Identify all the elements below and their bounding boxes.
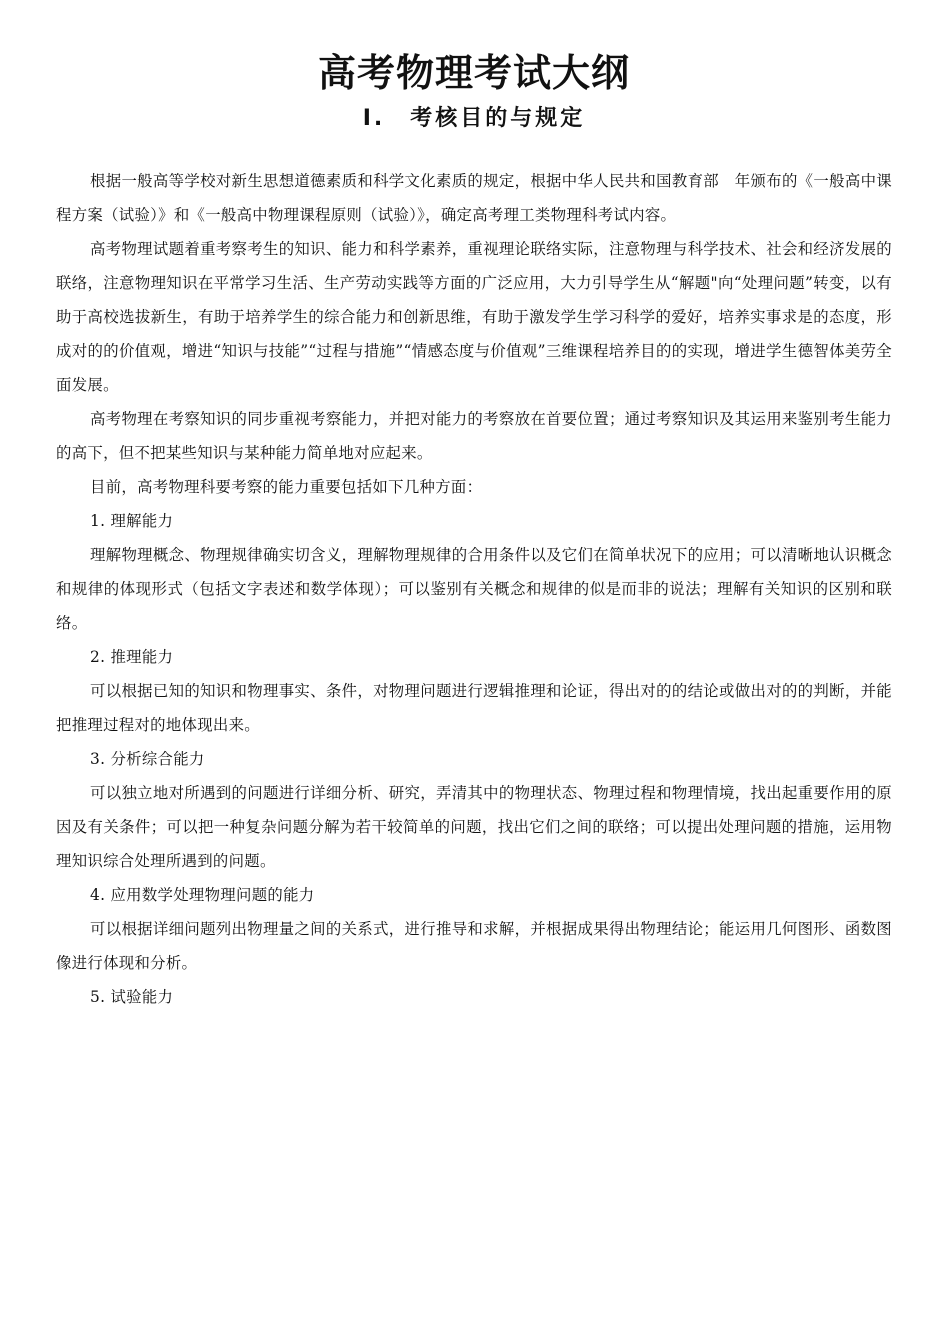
intro-paragraph: 根据一般高等学校对新生思想道德素质和科学文化素质的规定，根据中华人民共和国教育部 年颁布的《一般高中课程方案（试验）》和《一般高中物理课程原则（试验）》，确定高考理工类物理科考试内容。 xyxy=(56,172,892,224)
ability-paragraph-analysis: 可以独立地对所遇到的问题进行详细分析、研究，弄清其中的物理状态、物理过程和物理情境，找出起重要作用的原因及有关条件；可以把一种复杂问题分解为若干较简单的问题，找出它们之间的联络；可以提出处理问题的措施，运用物理知识综合处理所遇到的问题。 xyxy=(56,784,892,870)
document-title: 高考物理考试大纲 xyxy=(317,51,630,95)
section-heading: Ⅰ. 考核目的与规定 xyxy=(362,106,586,131)
document-body xyxy=(56,164,892,1014)
ability-heading-experiment: 5. 试验能力 xyxy=(90,988,174,1006)
ability-heading-reasoning: 2. 推理能力 xyxy=(90,648,174,666)
ability-paragraph-reasoning: 可以根据已知的知识和物理事实、条件，对物理问题进行逻辑推理和论证，得出对的的结论或做出对的的判断，并能把推理过程对的地体现出来。 xyxy=(56,682,892,734)
ability-heading-math: 4. 应用数学处理物理问题的能力 xyxy=(90,886,315,904)
ability-paragraph-comprehension: 理解物理概念、物理规律确实切含义，理解物理规律的合用条件以及它们在简单状况下的应用；可以清晰地认识概念和规律的体现形式（包括文字表述和数学体现）；可以鉴别有关概念和规律的似是而非的说法；理解有关知识的区别和联络。 xyxy=(56,546,892,632)
ability-heading-comprehension: 1. 理解能力 xyxy=(90,512,174,530)
ability-heading-analysis: 3. 分析综合能力 xyxy=(90,750,205,768)
ability-priority-paragraph: 高考物理在考察知识的同步重视考察能力，并把对能力的考察放在首要位置；通过考察知识及其运用来鉴别考生能力的高下，但不把某些知识与某种能力简单地对应起来。 xyxy=(56,410,892,462)
ability-paragraph-math: 可以根据详细问题列出物理量之间的关系式，进行推导和求解，并根据成果得出物理结论；能运用几何图形、函数图像进行体现和分析。 xyxy=(56,920,892,972)
exam-focus-paragraph: 高考物理试题着重考察考生的知识、能力和科学素养，重视理论联络实际，注意物理与科学技术、社会和经济发展的联络，注意物理知识在平常学习生活、生产劳动实践等方面的广泛应用，大力引导学生从“解题"向“处理问题”转变，以有助于高校选拔新生，有助于培养学生的综合能力和创新思维，有助于激发学生学习科学的爱好，培养实事求是的态度，形成对的的价值观，增进“知识与技能”“过程与措施”“情感态度与价值观”三维课程培养目的的实现，增进学生德智体美劳全面发展。 xyxy=(56,240,892,394)
abilities-intro-paragraph: 目前，高考物理科要考察的能力重要包括如下几种方面： xyxy=(90,478,483,496)
